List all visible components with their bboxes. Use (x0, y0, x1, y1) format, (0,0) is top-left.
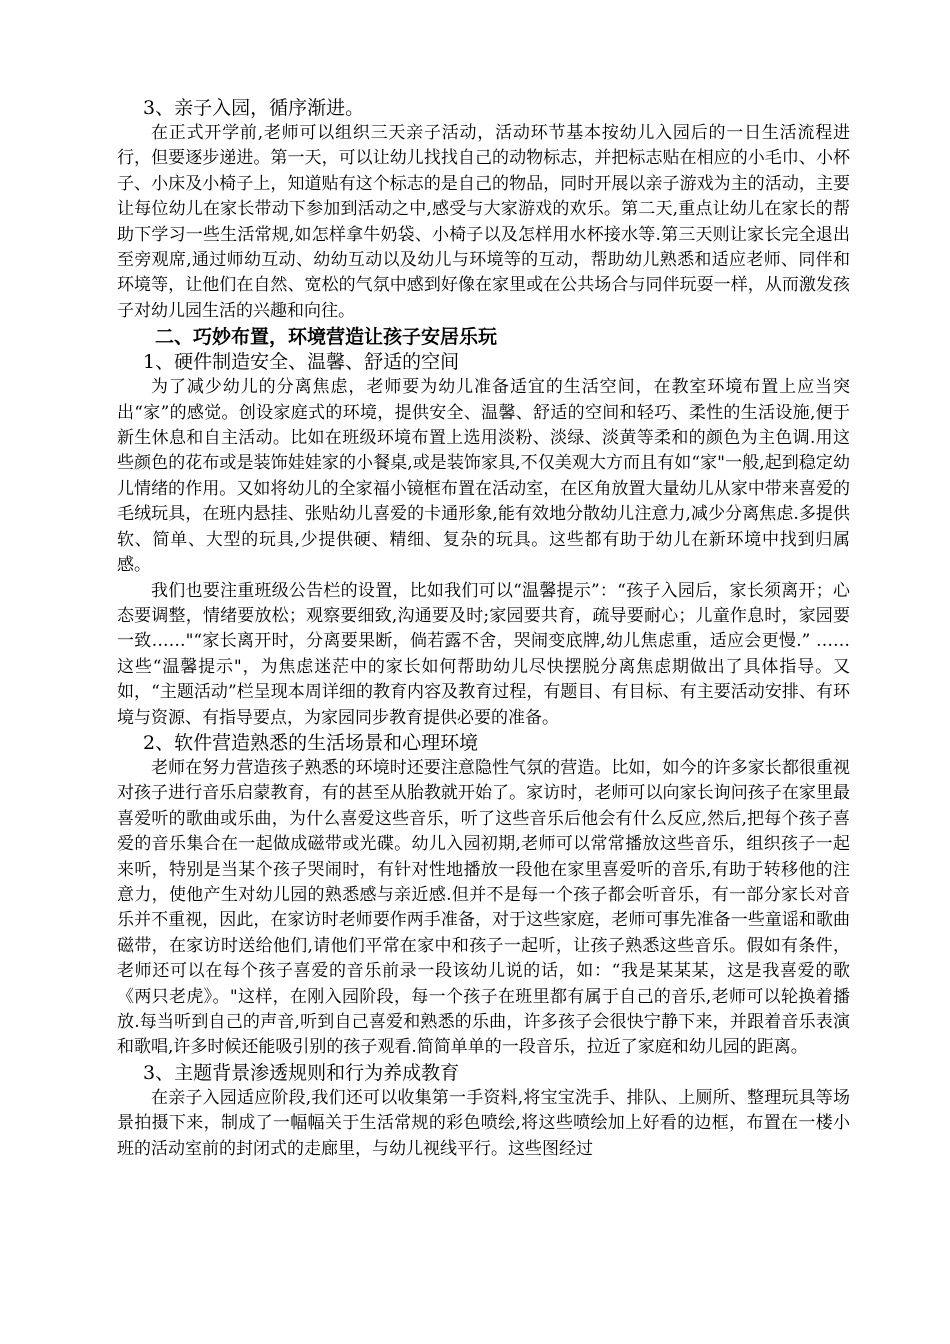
paragraph: 为了减少幼儿的分离焦虑，老师要为幼儿准备适宜的生活空间，在教室环境布置上应当突出“家”的感觉。创设家庭式的环境，提供安全、温馨、舒适的空间和轻巧、柔性的生活设施,便于新生休息和自主活动。比如在班级环境布置上选用淡粉、淡绿、淡黄等柔和的颜色为主色调.用这些颜色的花布或是装饰娃娃家的小餐桌,或是装饰家具,不仅美观大方而且有如“家"一般,起到稳定幼儿情绪的作用。又如将幼儿的全家福小镜框布置在活动室，在区角放置大量幼儿从家中带来喜爱的毛绒玩具，在班内悬挂、张贴幼儿喜爱的卡通形象,能有效地分散幼儿注意力,减少分离焦虑.多提供软、简单、大型的玩具,少提供硬、精细、复杂的玩具。这些都有助于幼儿在新环境中找到归属感。 (117, 377, 850, 576)
section-heading: 二、巧妙布置，环境营造让孩子安居乐玩 (155, 326, 498, 349)
subheading: 3、亲子入园，循序渐进。 (143, 97, 365, 119)
paragraph: 在亲子入园适应阶段,我们还可以收集第一手资料,将宝宝洗手、排队、上厕所、整理玩具等场景拍摄下来，制成了一幅幅关于生活常规的彩色喷绘,将这些喷绘加上好看的边框，布置在一楼小班的活动室前的封闭式的走廊里，与幼儿视线平行。这些图经过 (117, 1087, 850, 1159)
paragraph: 在正式开学前,老师可以组织三天亲子活动，活动环节基本按幼儿入园后的一日生活流程进行，但要逐步递进。第一天，可以让幼儿找找自己的动物标志，并把标志贴在相应的小毛巾、小杯子、小床及小椅子上，知道贴有这个标志的是自己的物品，同时开展以亲子游戏为主的活动，主要让每位幼儿在家长带动下参加到活动之中,感受与大家游戏的欢乐。第二天,重点让幼儿在家长的帮助下学习一些生活常规,如怎样拿牛奶袋、小椅子以及怎样用水杯接水等.第三天则让家长完全退出至旁观席,通过师幼互动、幼幼互动以及幼儿与环境等的互动，帮助幼儿熟悉和适应老师、同伴和环境等，让他们在自然、宽松的气氛中感到好像在家里或在公共场合与同伴玩耍一样，从而激发孩子对幼儿园生活的兴趣和向往。 (117, 123, 850, 321)
subheading: 1、硬件制造安全、温馨、舒适的空间 (143, 351, 460, 374)
subheading: 2、软件营造熟悉的生活场景和心理环境 (143, 731, 479, 754)
subheading: 3、主题背景渗透规则和行为养成教育 (143, 1061, 460, 1084)
paragraph: 老师在努力营造孩子熟悉的环境时还要注意隐性气氛的营造。比如，如今的许多家长都很重视对孩子进行音乐启蒙教育，有的甚至从胎教就开始了。家访时，老师可以向家长询问孩子在家里最喜爱听的歌曲或乐曲，为什么喜爱这些音乐，听了这些音乐后他会有什么反应,然后,把每个孩子喜爱的音乐集合在一起做成磁带或光碟。幼儿入园初期,老师可以常常播放这些音乐，组织孩子一起来听，特别是当某个孩子哭闹时，有针对性地播放一段他在家里喜爱听的音乐,有助于转移他的注意力，使他产生对幼儿园的熟悉感与亲近感.但并不是每一个孩子都会听音乐，有一部分家长对音乐并不重视，因此，在家访时老师要作两手准备，对于这些家庭，老师可事先准备一些童谣和歌曲磁带，在家访时送给他们,请他们平常在家中和孩子一起听，让孩子熟悉这些音乐。假如有条件，老师还可以在每个孩子喜爱的音乐前录一段该幼儿说的话，如：“我是某某某，这是我喜爱的歌《两只老虎》。"这样，在刚入园阶段，每一个孩子在班里都有属于自己的音乐,老师可以轮换着播放.每当听到自己的声音,听到自己喜爱和熟悉的乐曲，许多孩子会很快宁静下来，并跟着音乐表演和歌唱,许多时候还能吸引别的孩子观看.简简单单的一段音乐，拉近了家庭和幼儿园的距离。 (117, 757, 850, 1058)
paragraph: 我们也要注重班级公告栏的设置，比如我们可以“温馨提示”：“孩子入园后，家长须离开；心态要调整，情绪要放松；观察要细致,沟通要及时;家园要共育，疏导要耐心；儿童作息时，家园要一致……"“家长离开时，分离要果断，倘若露不舍，哭闹变底牌,幼儿焦虑重，适应会更慢.” ……这些“温馨提示"，为焦虑迷茫中的家长如何帮助幼儿尽快摆脱分离焦虑期做出了具体指导。又如，“主题活动”栏呈现本周详细的教育内容及教育过程，有题目、有目标、有主要活动安排、有环境与资源、有指导要点，为家园同步教育提供必要的准备。 (117, 580, 850, 728)
